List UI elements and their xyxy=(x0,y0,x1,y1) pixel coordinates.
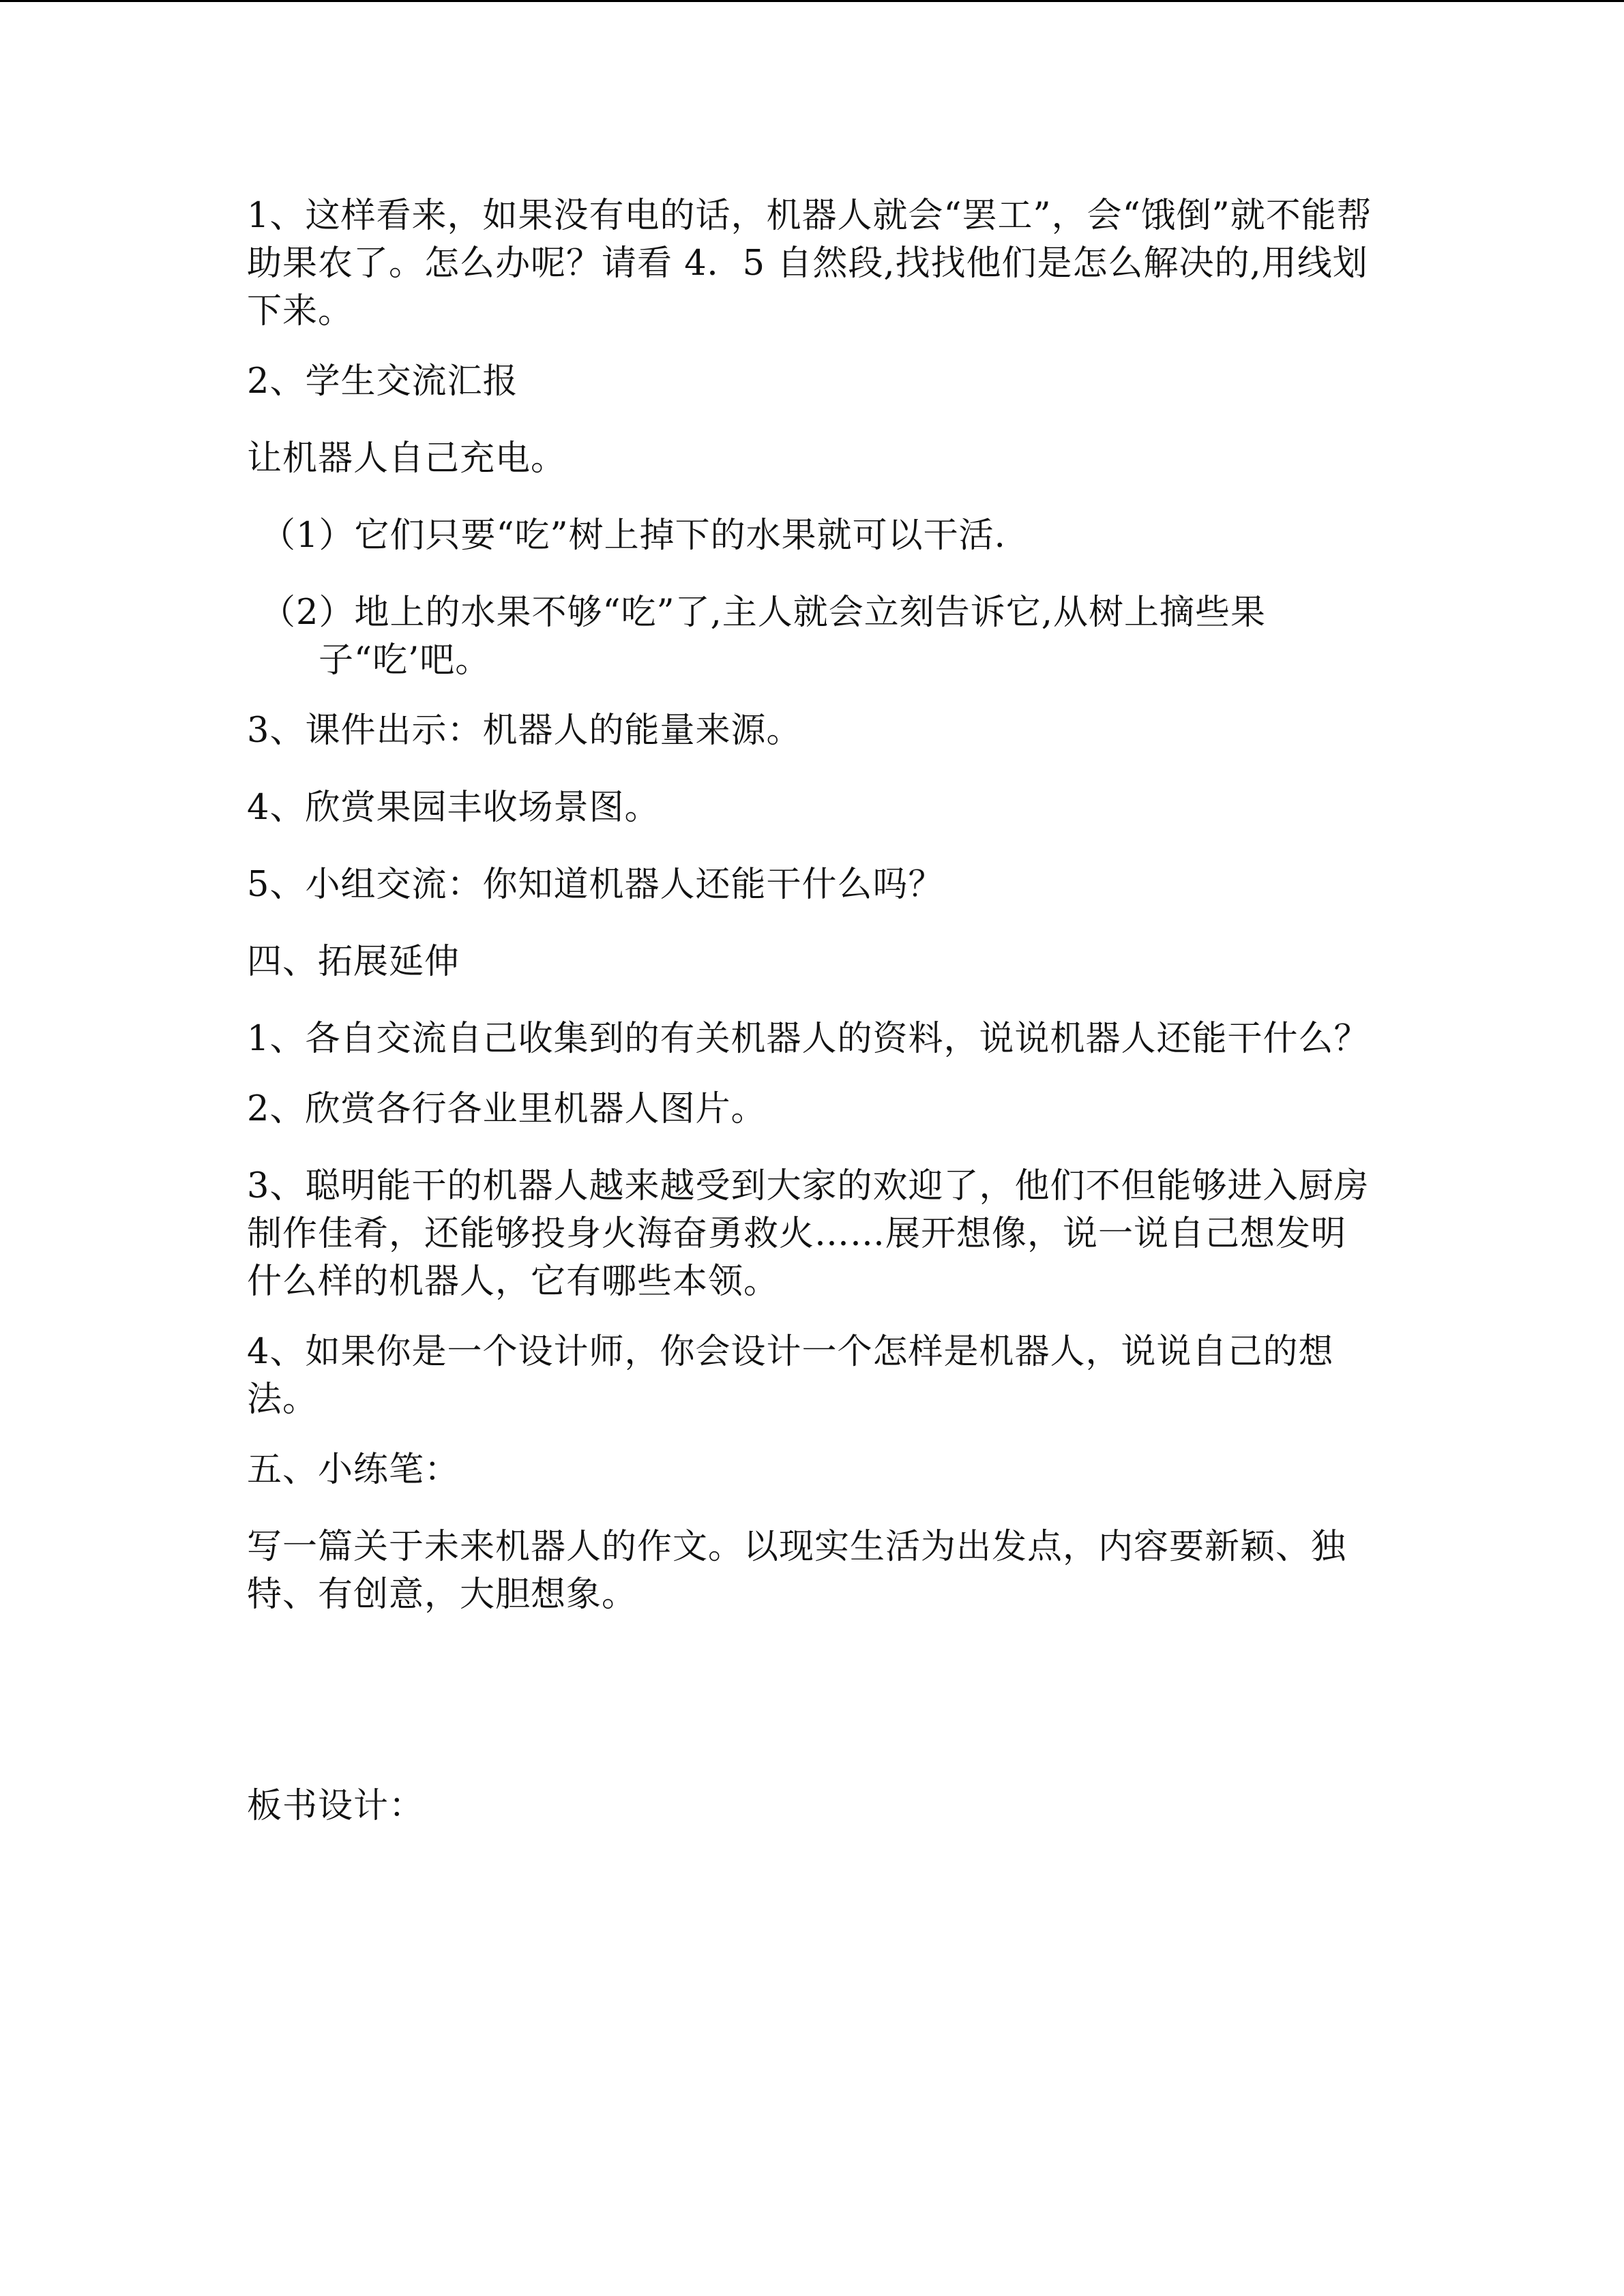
paragraph-robot-pictures: 2、欣赏各行各业里机器人图片。 xyxy=(247,1089,767,1129)
paragraph-essay-task: 写一篇关于未来机器人的作文。以现实生活为出发点，内容要新颖、独特、有创意，大胆想象。 xyxy=(247,1527,1347,1615)
paragraph-designer: 4、如果你是一个设计师，你会设计一个怎样是机器人，说说自己的想法。 xyxy=(247,1332,1334,1420)
blank-space xyxy=(247,1619,1379,1783)
paragraph-harvest-scene: 4、欣赏果园丰收场景图。 xyxy=(247,788,660,828)
paragraph-student-report: 2、学生交流汇报 xyxy=(247,361,518,402)
section-heading-writing-practice: 五、小练笔： xyxy=(247,1450,460,1490)
paragraph-electricity-problem: 1、这样看来，如果没有电的话，机器人就会“罢工”，会“饿倒”就不能帮助果农了。怎么办呢？请看 4．5 自然段,找找他们是怎么解决的,用线划下来。 xyxy=(247,196,1372,331)
paragraph-courseware: 3、课件出示：机器人的能量来源。 xyxy=(247,711,802,751)
paragraph-group-discussion: 5、小组交流：你知道机器人还能干什么吗？ xyxy=(247,865,944,905)
paragraph-imagine-robot: 3、聪明能干的机器人越来越受到大家的欢迎了，他们不但能够进入厨房制作佳肴，还能够投身火海奋勇救火……展开想像，说一说自己想发明什么样的机器人，它有哪些本领。 xyxy=(247,1166,1370,1302)
list-item-1: （1）它们只要“吃”树上掉下的水果就可以干活. xyxy=(261,516,1006,556)
page-top-border xyxy=(0,0,1624,2)
list-item-2: （2）地上的水果不够“吃”了,主人就会立刻告诉它,从树上摘些果子“吃’吧。 xyxy=(261,593,1267,681)
paragraph-self-charge: 让机器人自己充电。 xyxy=(247,438,567,479)
paragraph-share-materials: 1、各自交流自己收集到的有关机器人的资料，说说机器人还能干什么？ xyxy=(247,1019,1370,1059)
document-page xyxy=(247,192,1379,1830)
section-heading-extension: 四、拓展延伸 xyxy=(247,942,460,982)
board-design-label: 板书设计： xyxy=(247,1786,425,1826)
